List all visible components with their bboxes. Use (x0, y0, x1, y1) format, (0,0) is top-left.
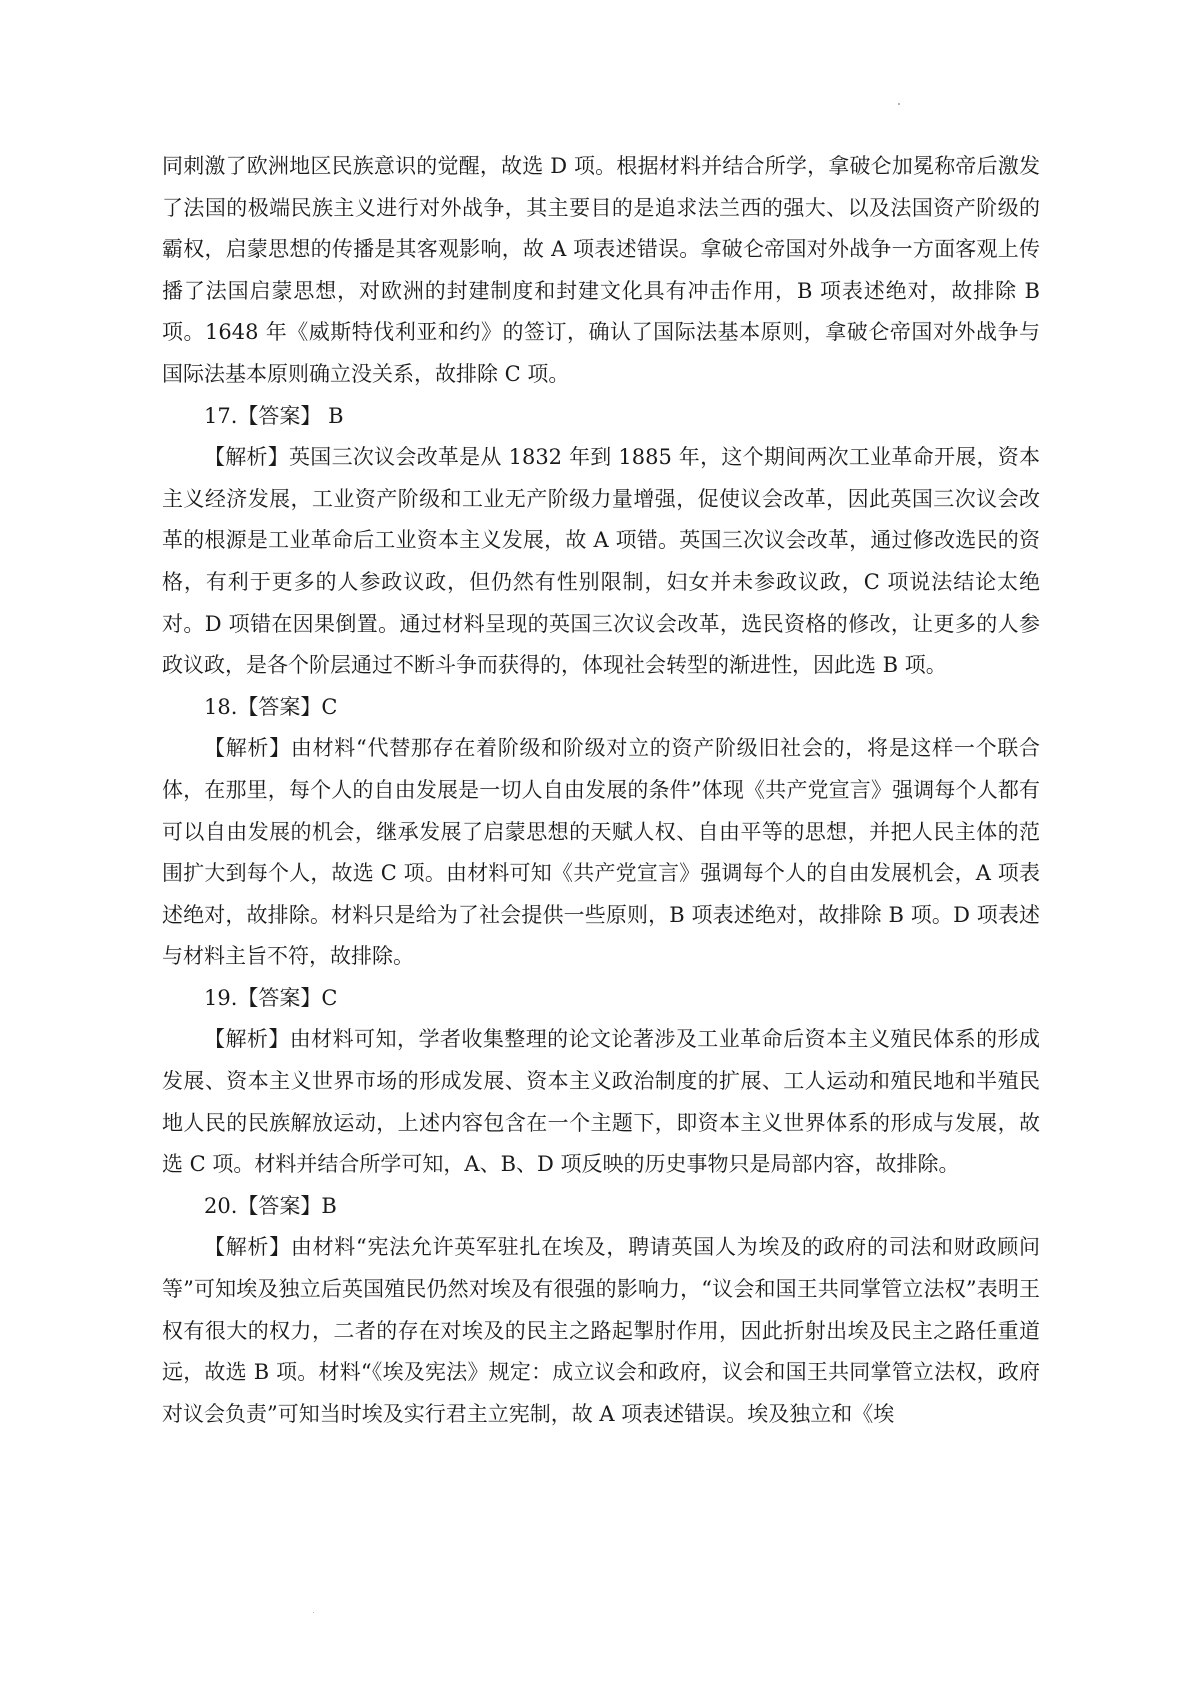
answer-19: 19.【答案】C (204, 985, 338, 1010)
explanation-19: 【解析】由材料可知，学者收集整理的论文论著涉及工业革命后资本主义殖民体系的形成发展、资本主义世界市场的形成发展、资本主义政治制度的扩展、工人运动和殖民地和半殖民地人民的民族解放运动，上述内容包含在一个主题下，即资本主义世界体系的形成与发展，故选 C 项。材料并结合所学可知，A、B、D 项反映的历史事物只是局部内容，故排除。 (162, 1027, 1040, 1177)
answer-17: 17.【答案】 B (204, 403, 344, 428)
scan-speck (313, 1612, 314, 1613)
explanation-20: 【解析】由材料“宪法允许英军驻扎在埃及，聘请英国人为埃及的政府的司法和财政顾问等”可知埃及独立后英国殖民仍然对埃及有很强的影响力，“议会和国王共同掌管立法权”表明王权有很大的权力，二者的存在对埃及的民主之路起掣肘作用，因此折射出埃及民主之路任重道远，故选 B 项。材料“《埃及宪法》规定：成立议会和政府，议会和国王共同掌管立法权，政府对议会负责”可知当时埃及实行君主立宪制，故 A 项表述错误。埃及独立和《埃 (162, 1235, 1040, 1426)
explanation-18: 【解析】由材料“代替那存在着阶级和阶级对立的资产阶级旧社会的，将是这样一个联合体，在那里，每个人的自由发展是一切人自由发展的条件”体现《共产党宣言》强调每个人都有可以自由发展的机会，继承发展了启蒙思想的天赋人权、自由平等的思想，并把人民主体的范围扩大到每个人，故选 C 项。由材料可知《共产党宣言》强调每个人的自由发展机会，A 项表述绝对，故排除。材料只是给为了社会提供一些原则，B 项表述绝对，故排除 B 项。D 项表述与材料主旨不符，故排除。 (162, 736, 1040, 969)
answer-20: 20.【答案】B (204, 1193, 337, 1218)
explanation-17: 【解析】英国三次议会改革是从 1832 年到 1885 年，这个期间两次工业革命开展，资本主义经济发展，工业资产阶级和工业无产阶级力量增强，促使议会改革，因此英国三次议会改革的根源是工业革命后工业资本主义发展，故 A 项错。英国三次议会改革，通过修改选民的资格，有利于更多的人参政议政，但仍然有性别限制，妇女并未参政议政，C 项说法结论太绝对。D 项错在因果倒置。通过材料呈现的英国三次议会改革，选民资格的修改，让更多的人参政议政，是各个阶层通过不断斗争而获得的，体现社会转型的渐进性，因此选 B 项。 (162, 445, 1040, 678)
answer-18: 18.【答案】C (204, 694, 338, 719)
paragraph-continued-explanation-16: 同刺激了欧洲地区民族意识的觉醒，故选 D 项。根据材料并结合所学，拿破仑加冕称帝后激发了法国的极端民族主义进行对外战争，其主要目的是追求法兰西的强大、以及法国资产阶级的霸权，启蒙思想的传播是其客观影响，故 A 项表述错误。拿破仑帝国对外战争一方面客观上传播了法国启蒙思想，对欧洲的封建制度和封建文化具有冲击作用，B 项表述绝对，故排除 B 项。1648 年《威斯特伐利亚和约》的签订，确认了国际法基本原则，拿破仑帝国对外战争与国际法基本原则确立没关系，故排除 C 项。 (162, 154, 1040, 386)
scan-speck (898, 103, 900, 105)
document-body (162, 146, 1040, 1435)
